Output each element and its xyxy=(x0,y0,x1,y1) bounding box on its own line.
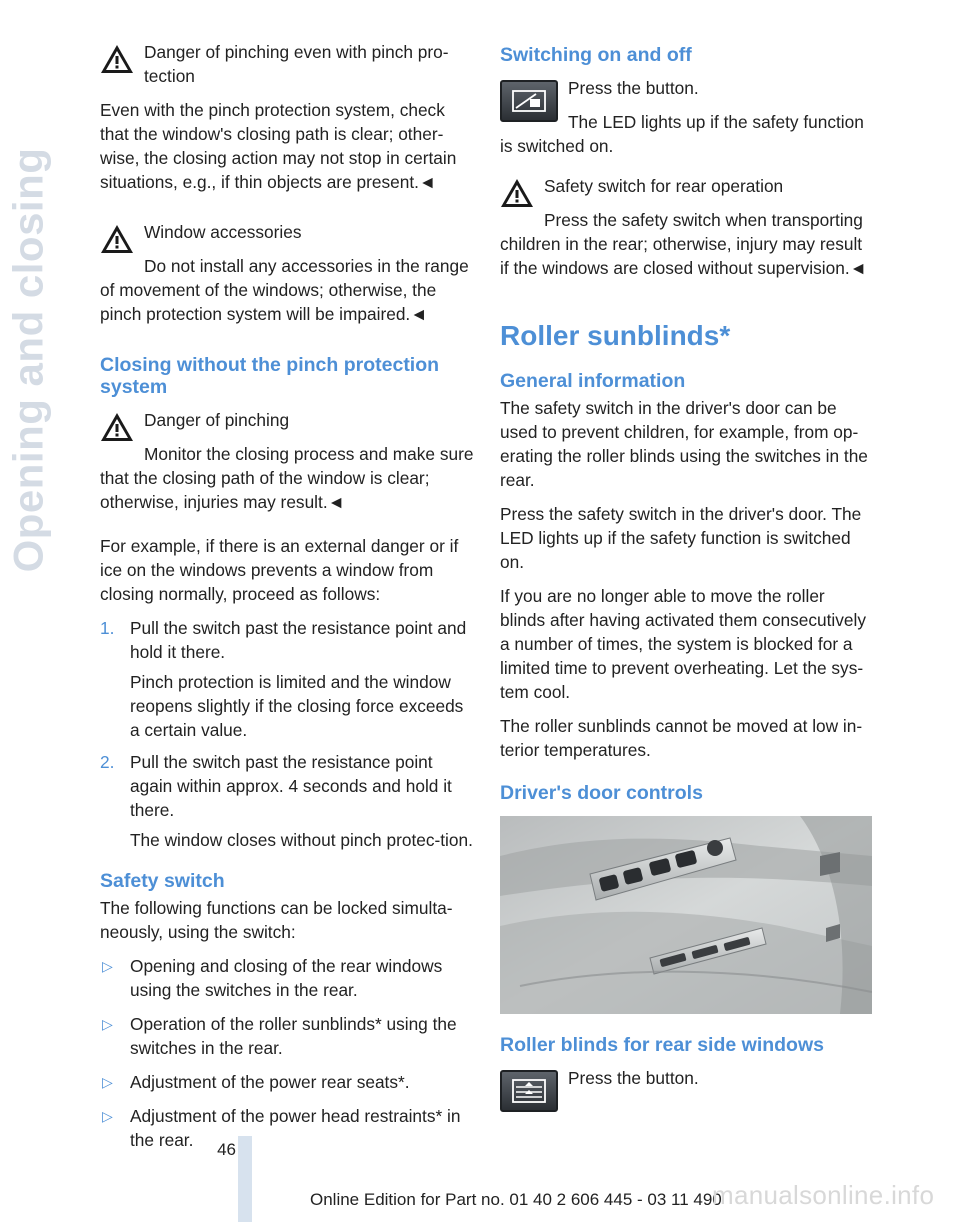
warning-triangle-icon xyxy=(100,224,134,254)
heading-roller-blinds-rear: Roller blinds for rear side windows xyxy=(500,1034,824,1056)
warning-body: Press the safety switch when transporting children in the rear; otherwise, injury may result if the windows are closed without supervision.◄ xyxy=(500,210,867,278)
footer-bar xyxy=(238,1136,252,1222)
step-item xyxy=(100,616,474,742)
roller-blind-button-icon xyxy=(500,1070,558,1112)
page-number: 46 xyxy=(217,1140,236,1159)
drivers-door-controls-photo xyxy=(500,816,872,1014)
step-number: 1. xyxy=(100,618,115,638)
paragraph: If you are no longer able to move the roller blinds after having activated them consecutively a number of times, the system is blocked for a limited time to prevent overheating. Let the sys-tem cool. xyxy=(500,586,866,702)
warning-title: Window accessories xyxy=(144,222,302,242)
paragraph: Press the safety switch in the driver's door. The LED lights up if the safety function is switched on. xyxy=(500,504,862,572)
step-text: Pull the switch past the resistance point and hold it there. xyxy=(130,618,467,662)
chapter-side-title xyxy=(4,40,52,680)
warning-triangle-icon xyxy=(100,412,134,442)
window-lock-button-icon xyxy=(500,80,558,122)
step-item xyxy=(100,750,474,852)
warning-title: Danger of pinching xyxy=(144,410,290,430)
bullet-triangle-icon: ▷ xyxy=(102,958,113,974)
procedure-intro: For example, if there is an external danger or if ice on the windows prevents a window from closing normally, proceed as follows: xyxy=(100,536,459,604)
heading-safety-switch: Safety switch xyxy=(100,870,225,892)
warning-body: Do not install any accessories in the range of movement of the windows; otherwise, the pinch protection system will be impaired.◄ xyxy=(100,256,469,324)
safety-intro: The following functions can be locked simulta-neously, using the switch: xyxy=(100,898,453,942)
list-item: ▷ Opening and closing of the rear windows using the switches in the rear. xyxy=(102,956,443,1000)
bullet-triangle-icon: ▷ xyxy=(102,1074,113,1090)
step-note: Pinch protection is limited and the window reopens slightly if the closing force exceeds a certain value. xyxy=(130,672,464,740)
paragraph: The safety switch in the driver's door can be used to prevent children, for example, from op-erating the roller blinds using the switches in the rear. xyxy=(500,398,868,490)
list-item: ▷ Operation of the roller sunblinds* using the switches in the rear. xyxy=(102,1014,457,1058)
step-number: 2. xyxy=(100,752,115,772)
warning-body: Monitor the closing process and make sure that the closing path of the window is clear; otherwise, injuries may result.◄ xyxy=(100,444,474,512)
step-text: Pull the switch past the resistance point again within approx. 4 seconds and hold it there. xyxy=(130,752,452,820)
safety-button-block xyxy=(500,76,874,168)
warning-title: Danger of pinching even with pinch pro-tection xyxy=(144,42,449,86)
section-roller-sunblinds: Roller sunblinds* xyxy=(500,320,731,351)
heading-closing-without-pinch: Closing without the pinch protection system xyxy=(100,354,440,398)
heading-general-information: General information xyxy=(500,370,686,392)
procedure-steps xyxy=(100,616,474,852)
right-column xyxy=(500,40,874,1116)
watermark-text: manualsonline.info xyxy=(712,1180,935,1210)
step-note: The window closes without pinch protec-tion. xyxy=(130,830,473,850)
press-button-text: Press the button. xyxy=(568,1068,699,1088)
left-column xyxy=(100,40,474,1162)
heading-switching-on-off: Switching on and off xyxy=(500,44,692,66)
safety-bullet-list xyxy=(100,954,474,1152)
warning-title: Safety switch for rear operation xyxy=(544,176,784,196)
warning-safety-switch-rear xyxy=(500,174,874,290)
chapter-title-text: Opening and closing xyxy=(4,147,52,573)
list-item: ▷ Adjustment of the power head restraints* in the rear. xyxy=(102,1106,461,1150)
warning-danger-of-pinching xyxy=(100,408,474,524)
list-item: ▷ Adjustment of the power rear seats*. xyxy=(102,1072,410,1092)
edition-text: Online Edition for Part no. 01 40 2 606 445 - 03 11 490 xyxy=(310,1190,722,1209)
warning-body: Even with the pinch protection system, check that the window's closing path is clear; other-wise, the closing action may not stop in certain situations, e.g., if thin objects are present.◄ xyxy=(100,100,457,192)
roller-blind-button-block xyxy=(500,1066,874,1116)
warning-triangle-icon xyxy=(100,44,134,74)
warning-pinch-protection xyxy=(100,40,474,204)
led-text: The LED lights up if the safety function is switched on. xyxy=(500,112,864,156)
heading-drivers-door-controls: Driver's door controls xyxy=(500,782,703,804)
bullet-triangle-icon: ▷ xyxy=(102,1016,113,1032)
warning-triangle-icon xyxy=(500,178,534,208)
paragraph: The roller sunblinds cannot be moved at low in-terior temperatures. xyxy=(500,716,863,760)
warning-window-accessories xyxy=(100,220,474,336)
press-button-text: Press the button. xyxy=(568,78,699,98)
bullet-triangle-icon: ▷ xyxy=(102,1108,113,1124)
